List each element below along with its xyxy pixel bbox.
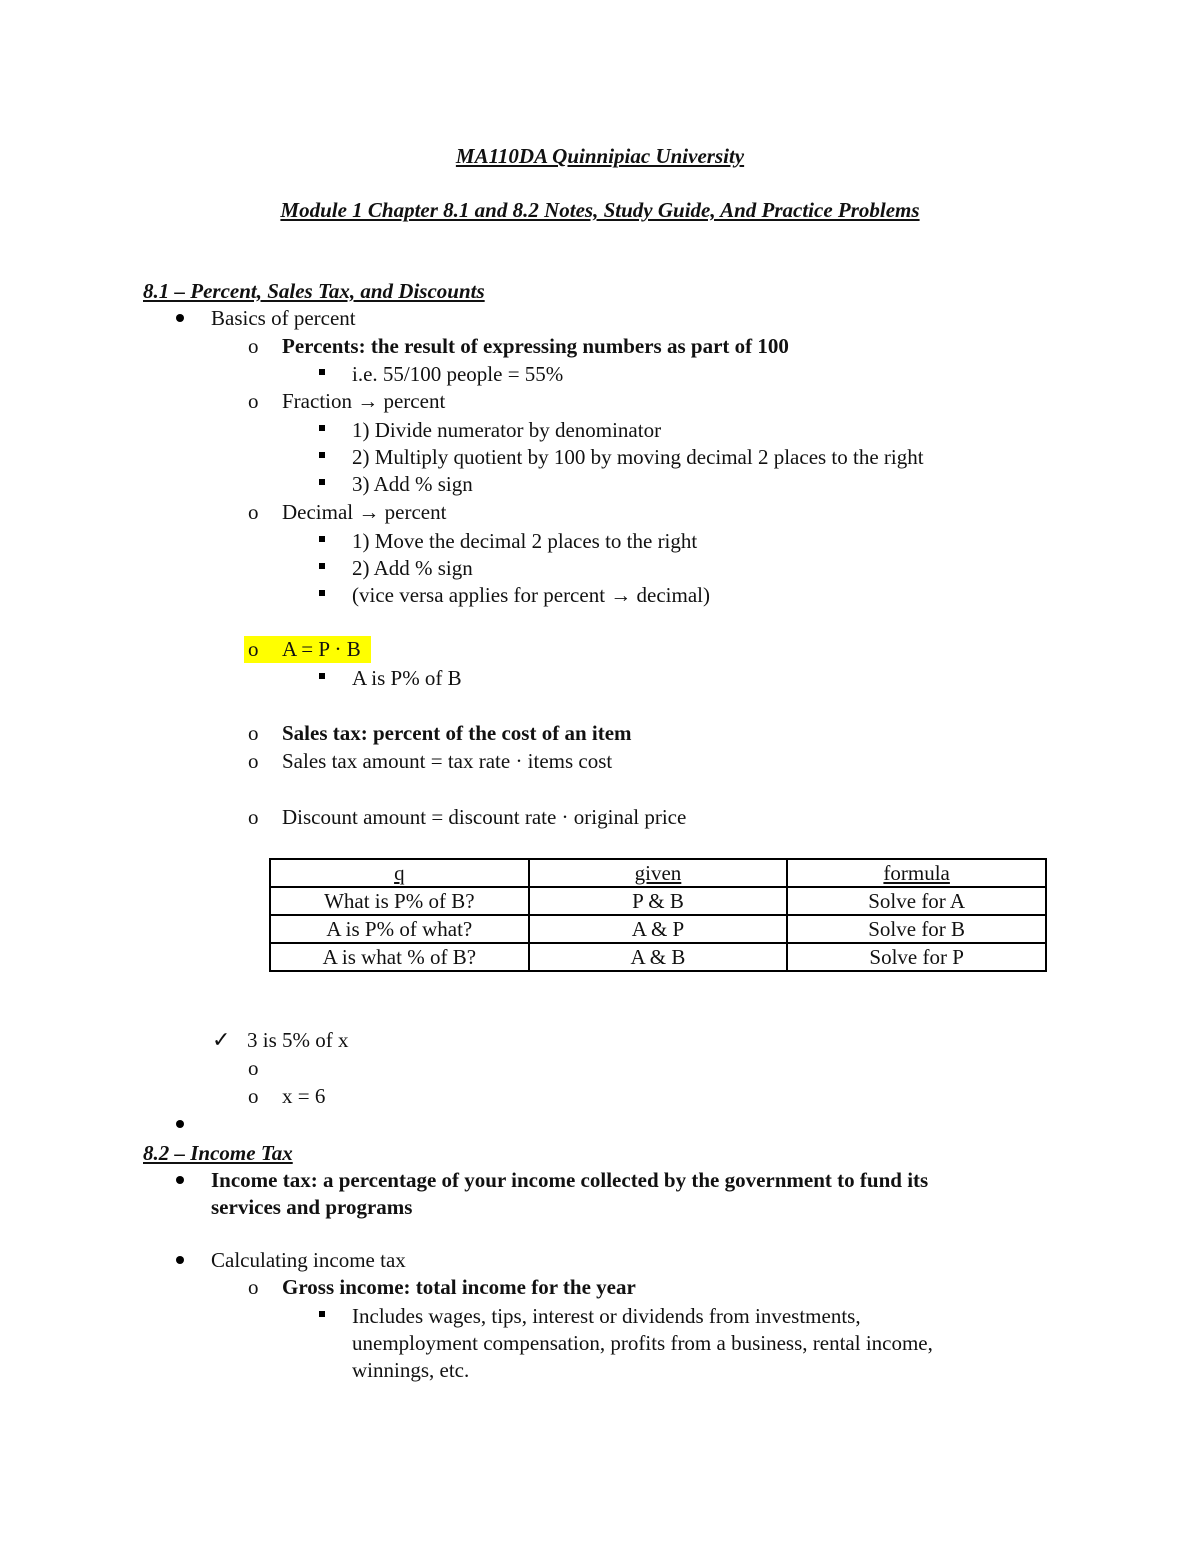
bullet-circle: o [248,749,259,773]
bullet-circle: o [248,389,259,413]
table-header-row [270,859,1046,887]
table-cell: A & P [529,915,788,943]
percents-definition: Percents: the result of expressing numbers as part of 100 [282,334,789,358]
bullet-square [319,452,325,458]
table-header-cell: q [270,859,529,887]
practice-problem: 3 is 5% of x [247,1028,349,1052]
table-cell: Solve for A [787,887,1046,915]
bullet-circle: o [248,637,259,661]
percent-problem-table [269,858,1047,972]
bullet-dot [176,1256,184,1264]
gross-income-definition: Gross income: total income for the year [282,1275,636,1299]
table-header-cell: formula [787,859,1046,887]
bullet-circle: o [248,1056,259,1080]
bullet-circle: o [248,1084,259,1108]
percents-example: i.e. 55/100 people = 55% [352,362,564,386]
table-cell: P & B [529,887,788,915]
table-cell: Solve for P [787,943,1046,971]
calculating-income-tax: Calculating income tax [211,1248,406,1272]
bullet-circle: o [248,721,259,745]
check-mark-icon: ✓ [212,1027,231,1052]
bullet-square [319,425,325,431]
decimal-step: (vice versa applies for percent → decimal) [352,583,710,607]
sales-tax-formula: Sales tax amount = tax rate · items cost [282,749,613,773]
bullet-dot [176,1120,184,1128]
decimal-step: 1) Move the decimal 2 places to the right [352,529,698,553]
table-row [270,915,1046,943]
bullet-circle: o [248,500,259,524]
bullet-square [319,479,325,485]
table-row [270,943,1046,971]
bullet-circle: o [248,805,259,829]
bullet-dot [176,1176,184,1184]
decimal-step: 2) Add % sign [352,556,473,580]
bullet-square [319,369,325,375]
practice-answer: x = 6 [282,1084,326,1108]
bullet-square [319,563,325,569]
bullet-square [319,673,325,679]
discount-formula: Discount amount = discount rate · original price [282,805,687,829]
sales-tax-definition: Sales tax: percent of the cost of an item [282,721,632,745]
bullet-square [319,536,325,542]
fraction-step: 2) Multiply quotient by 100 by moving decimal 2 places to the right [352,445,924,469]
section-heading-8-2: 8.2 – Income Tax [143,1141,293,1165]
bullet-dot [176,314,184,322]
fraction-to-percent: Fraction → percent [282,389,446,413]
gross-income-includes-cont: unemployment compensation, profits from a business, rental income, [352,1331,933,1355]
percent-formula: A = P · B [282,637,361,661]
table-row [270,887,1046,915]
fraction-step: 3) Add % sign [352,472,473,496]
gross-income-includes-cont: winnings, etc. [352,1358,470,1382]
income-tax-definition-cont: services and programs [211,1195,413,1219]
table-cell: A is P% of what? [270,915,529,943]
table-cell: Solve for B [787,915,1046,943]
basics-of-percent: Basics of percent [211,306,356,330]
bullet-square [319,1311,325,1317]
bullet-circle: o [248,334,259,358]
table-cell: A is what % of B? [270,943,529,971]
table-cell: A & B [529,943,788,971]
income-tax-definition: Income tax: a percentage of your income collected by the government to fund its [211,1168,929,1192]
gross-income-includes: Includes wages, tips, interest or dividends from investments, [352,1304,861,1328]
percent-formula-note: A is P% of B [352,666,462,690]
document-subtitle: Module 1 Chapter 8.1 and 8.2 Notes, Study Guide, And Practice Problems [280,198,920,222]
bullet-square [319,590,325,596]
document-title: MA110DA Quinnipiac University [455,144,745,168]
decimal-to-percent: Decimal → percent [282,500,447,524]
table-header-cell: given [529,859,788,887]
table-cell: What is P% of B? [270,887,529,915]
section-heading-8-1: 8.1 – Percent, Sales Tax, and Discounts [143,279,485,303]
fraction-step: 1) Divide numerator by denominator [352,418,662,442]
bullet-circle: o [248,1275,259,1299]
